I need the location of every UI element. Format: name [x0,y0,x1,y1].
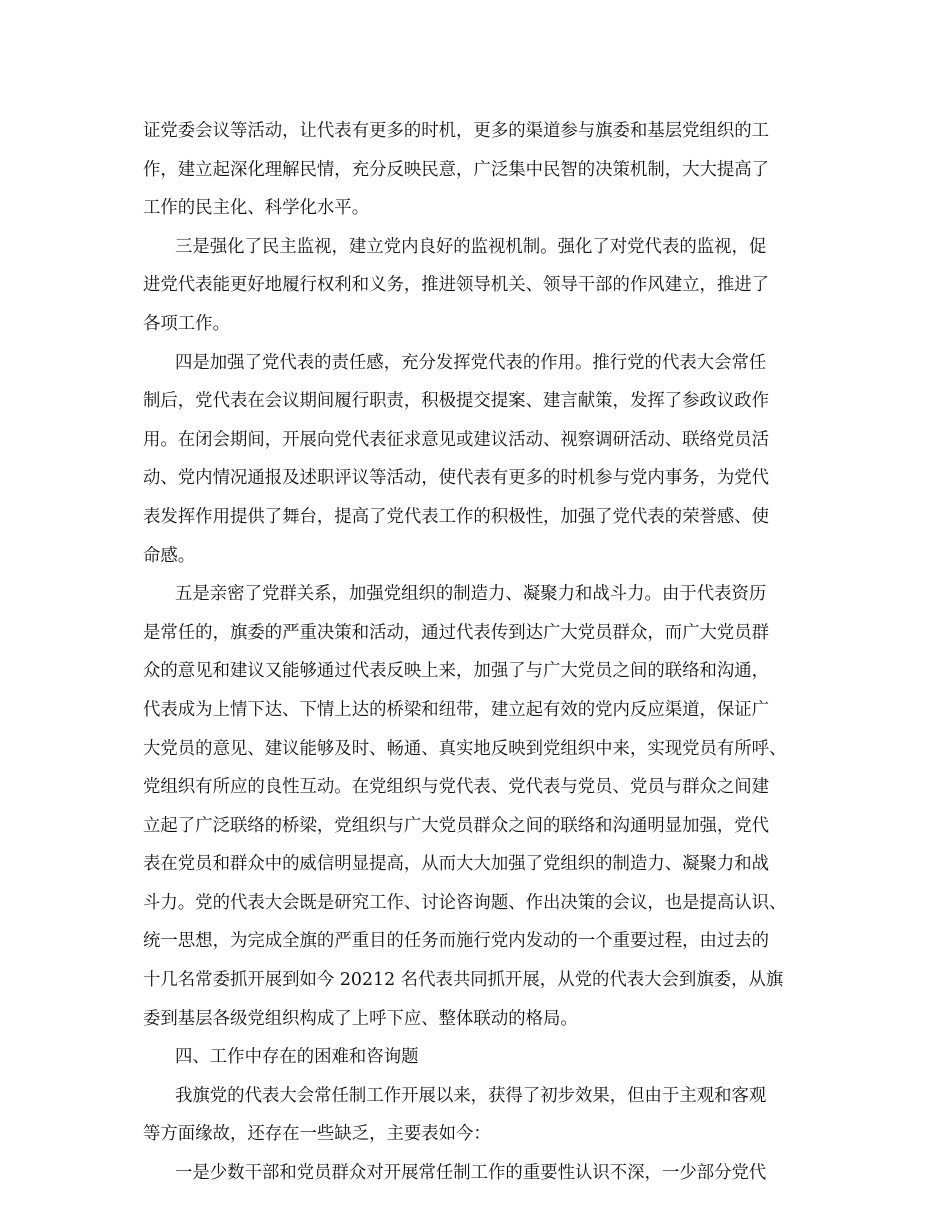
body-text [143,112,823,1193]
text-line: 工作的民主化、科学化水平。 [143,198,370,219]
text-line: 命感。 [143,545,196,566]
text-line: 动、党内情况通报及述职评议等活动，使代表有更多的时机参与党内事务，为党代 [143,468,770,489]
text-line: 五是亲密了党群关系，加强党组织的制造力、凝聚力和战斗力。由于代表资历 [175,584,767,605]
text-line: 用。在闭会期间，开展向党代表征求意见或建议活动、视察调研活动、联络党员活 [143,429,770,450]
text-line: 等方面缘故，还存在一些缺乏，主要表如今： [143,1124,491,1145]
text-line: 委到基层各级党组织构成了上呼下应、整体联动的格局。 [143,1008,578,1029]
text-line: 三是强化了民主监视，建立党内良好的监视机制。强化了对党代表的监视，促 [175,236,767,257]
text-line: 十几名常委抓开展到如今 20212 名代表共同抓开展，从党的代表大会到旗委，从旗 [143,970,784,991]
text-line: 制后，党代表在会议期间履行职责，积极提交提案、建言献策，发挥了参政议政作 [143,391,770,412]
text-line: 一是少数干部和党员群众对开展常任制工作的重要性认识不深，一少部分党代 [175,1163,767,1184]
text-line: 四是加强了党代表的责任感，充分发挥党代表的作用。推行党的代表大会常任 [175,352,767,373]
text-line: 代表成为上情下达、下情上达的桥梁和纽带，建立起有效的党内反应渠道，保证广 [143,699,770,720]
text-line: 进党代表能更好地履行权利和义务，推进领导机关、领导干部的作风建立，推进了 [143,275,770,296]
text-line: 众的意见和建议又能够通过代表反映上来，加强了与广大党员之间的联络和沟通， [143,661,770,682]
text-line: 大党员的意见、建议能够及时、畅通、真实地反映到党组织中来，实现党员有所呼、 [143,738,787,759]
text-line: 我旗党的代表大会常任制工作开展以来，获得了初步效果，但由于主观和客观 [175,1085,767,1106]
text-line: 统一思想，为完成全旗的严重目的任务而施行党内发动的一个重要过程，由过去的 [143,931,770,952]
text-line: 立起了广泛联络的桥梁，党组织与广大党员群众之间的联络和沟通明显加强，党代 [143,815,770,836]
text-line: 各项工作。 [143,313,230,334]
text-line: 表发挥作用提供了舞台，提高了党代表工作的积极性，加强了党代表的荣誉感、使 [143,506,770,527]
text-line: 表在党员和群众中的威信明显提高，从而大大加强了党组织的制造力、凝聚力和战 [143,854,770,875]
text-line: 是常任的，旗委的严重决策和活动，通过代表传到达广大党员群众，而广大党员群 [143,622,770,643]
text-line: 四、工作中存在的困难和咨询题 [175,1047,419,1068]
text-line: 党组织有所应的良性互动。在党组织与党代表、党代表与党员、党员与群众之间建 [143,777,770,798]
text-line: 证党委会议等活动，让代表有更多的时机，更多的渠道参与旗委和基层党组织的工 [143,121,770,141]
text-line: 斗力。党的代表大会既是研究工作、讨论咨询题、作出决策的会议，也是提高认识、 [143,892,787,913]
text-line: 作，建立起深化理解民情，充分反映民意，广泛集中民智的决策机制，大大提高了 [143,159,770,180]
